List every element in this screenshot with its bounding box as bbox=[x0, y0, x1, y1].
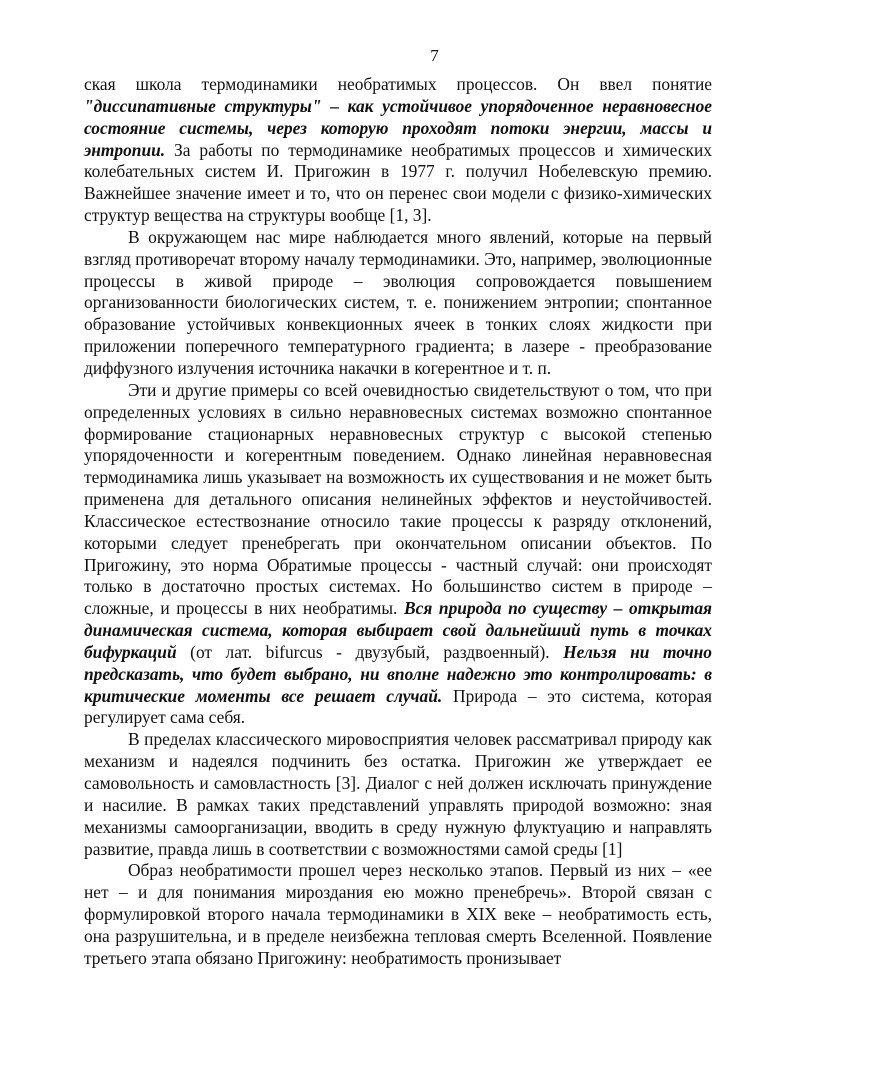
text-run: (от лат. bifurcus - двузубый, раздвоенный). bbox=[176, 641, 564, 662]
emphasis-run: "диссипативные структуры" – как устойчивое упорядоченное неравновесное состояние системы, через которую проходят потоки энергии, массы и энтропии. bbox=[84, 95, 712, 160]
paragraph-1 bbox=[84, 74, 712, 227]
emphasis-run: Вся природа по существу – открытая динамическая система, которая выбирает свой дальнейший путь в точках бифуркаций bbox=[84, 598, 712, 662]
text-run: В окружающем нас мире наблюдается много явлений, которые на первый взгляд противоречат второму началу термодинамики. Это, например, эволюционные процессы в живой природе – эволюция сопровождается повышением организованности биологических систем, т. е. понижением энтропии; спонтанное образование устойчивых конвекционных ячеек в тонких слоях жидкости при приложении поперечного температурного градиента; в лазере - преобразование диффузного излучения источника накачки в когерентное и т. п. bbox=[84, 226, 712, 378]
emphasis-run: Нельзя ни точно предсказать, что будет выбрано, ни вполне надежно это контролировать: в критические моменты все решает случай. bbox=[84, 641, 712, 706]
page-number: 7 bbox=[430, 46, 439, 65]
text-run: Образ необратимости прошел через несколько этапов. Первый из них – «ее нет – и для понимания мироздания ею можно пренебречь». Второй связан с формулировкой второго начала термодинамики в XIX веке – необратимость есть, она разрушительна, и в пределе неизбежна тепловая смерть Вселенной. Появление третьего этапа обязано Пригожину: необратимость пронизывает bbox=[84, 860, 712, 968]
text-run: В пределах классического мировосприятия человек рассматривал природу как механизм и надеялся подчинить без остатка. Пригожин же утверждает ее самовольность и самовластность [3]. Диалог с ней должен исключать принуждение и насилие. В рамках таких представлений управлять природой возможно: зная механизмы самоорганизации, вводить в среду нужную флуктуацию и направлять развитие, правда лишь в соответствии с возможностями самой среды [1] bbox=[84, 729, 712, 859]
paragraph-5 bbox=[84, 860, 712, 969]
text-run: ская школа термодинамики необратимых процессов. Он ввел понятие bbox=[84, 74, 712, 94]
paragraph-2 bbox=[84, 227, 712, 380]
text-run: За работы по термодинамике необратимых процессов и химических колебательных систем И. Пригожин в 1977 г. получил Нобелевскую премию. Важнейшее значение имеет и то, что он перенес свои модели с физико-химических структур вещества на структуры вообще [1, 3]. bbox=[84, 139, 712, 226]
text-run: Эти и другие примеры со всей очевидностью свидетельствуют о том, что при определенных условиях в сильно неравновесных системах возможно спонтанное формирование стационарных неравновесных структур с высокой степенью упорядоченности и когерентным поведением. Однако линейная неравновесная термодинамика лишь указывает на возможность их существования и не может быть применена для детального описания нелинейных эффектов и неустойчивостей. Классическое естествознание относило такие процессы к разряду отклонений, которыми следует пренебрегать при окончательном описании объектов. По Пригожину, это норма Обратимые процессы - частный случай: они происходят только в достаточно простых системах. Но большинство систем в природе – сложные, и процессы в них необратимы. bbox=[84, 379, 712, 619]
body-text bbox=[84, 74, 712, 970]
paragraph-3 bbox=[84, 380, 712, 730]
text-run: Природа – это система, которая регулирует сама себя. bbox=[84, 685, 712, 728]
paragraph-4 bbox=[84, 729, 712, 860]
